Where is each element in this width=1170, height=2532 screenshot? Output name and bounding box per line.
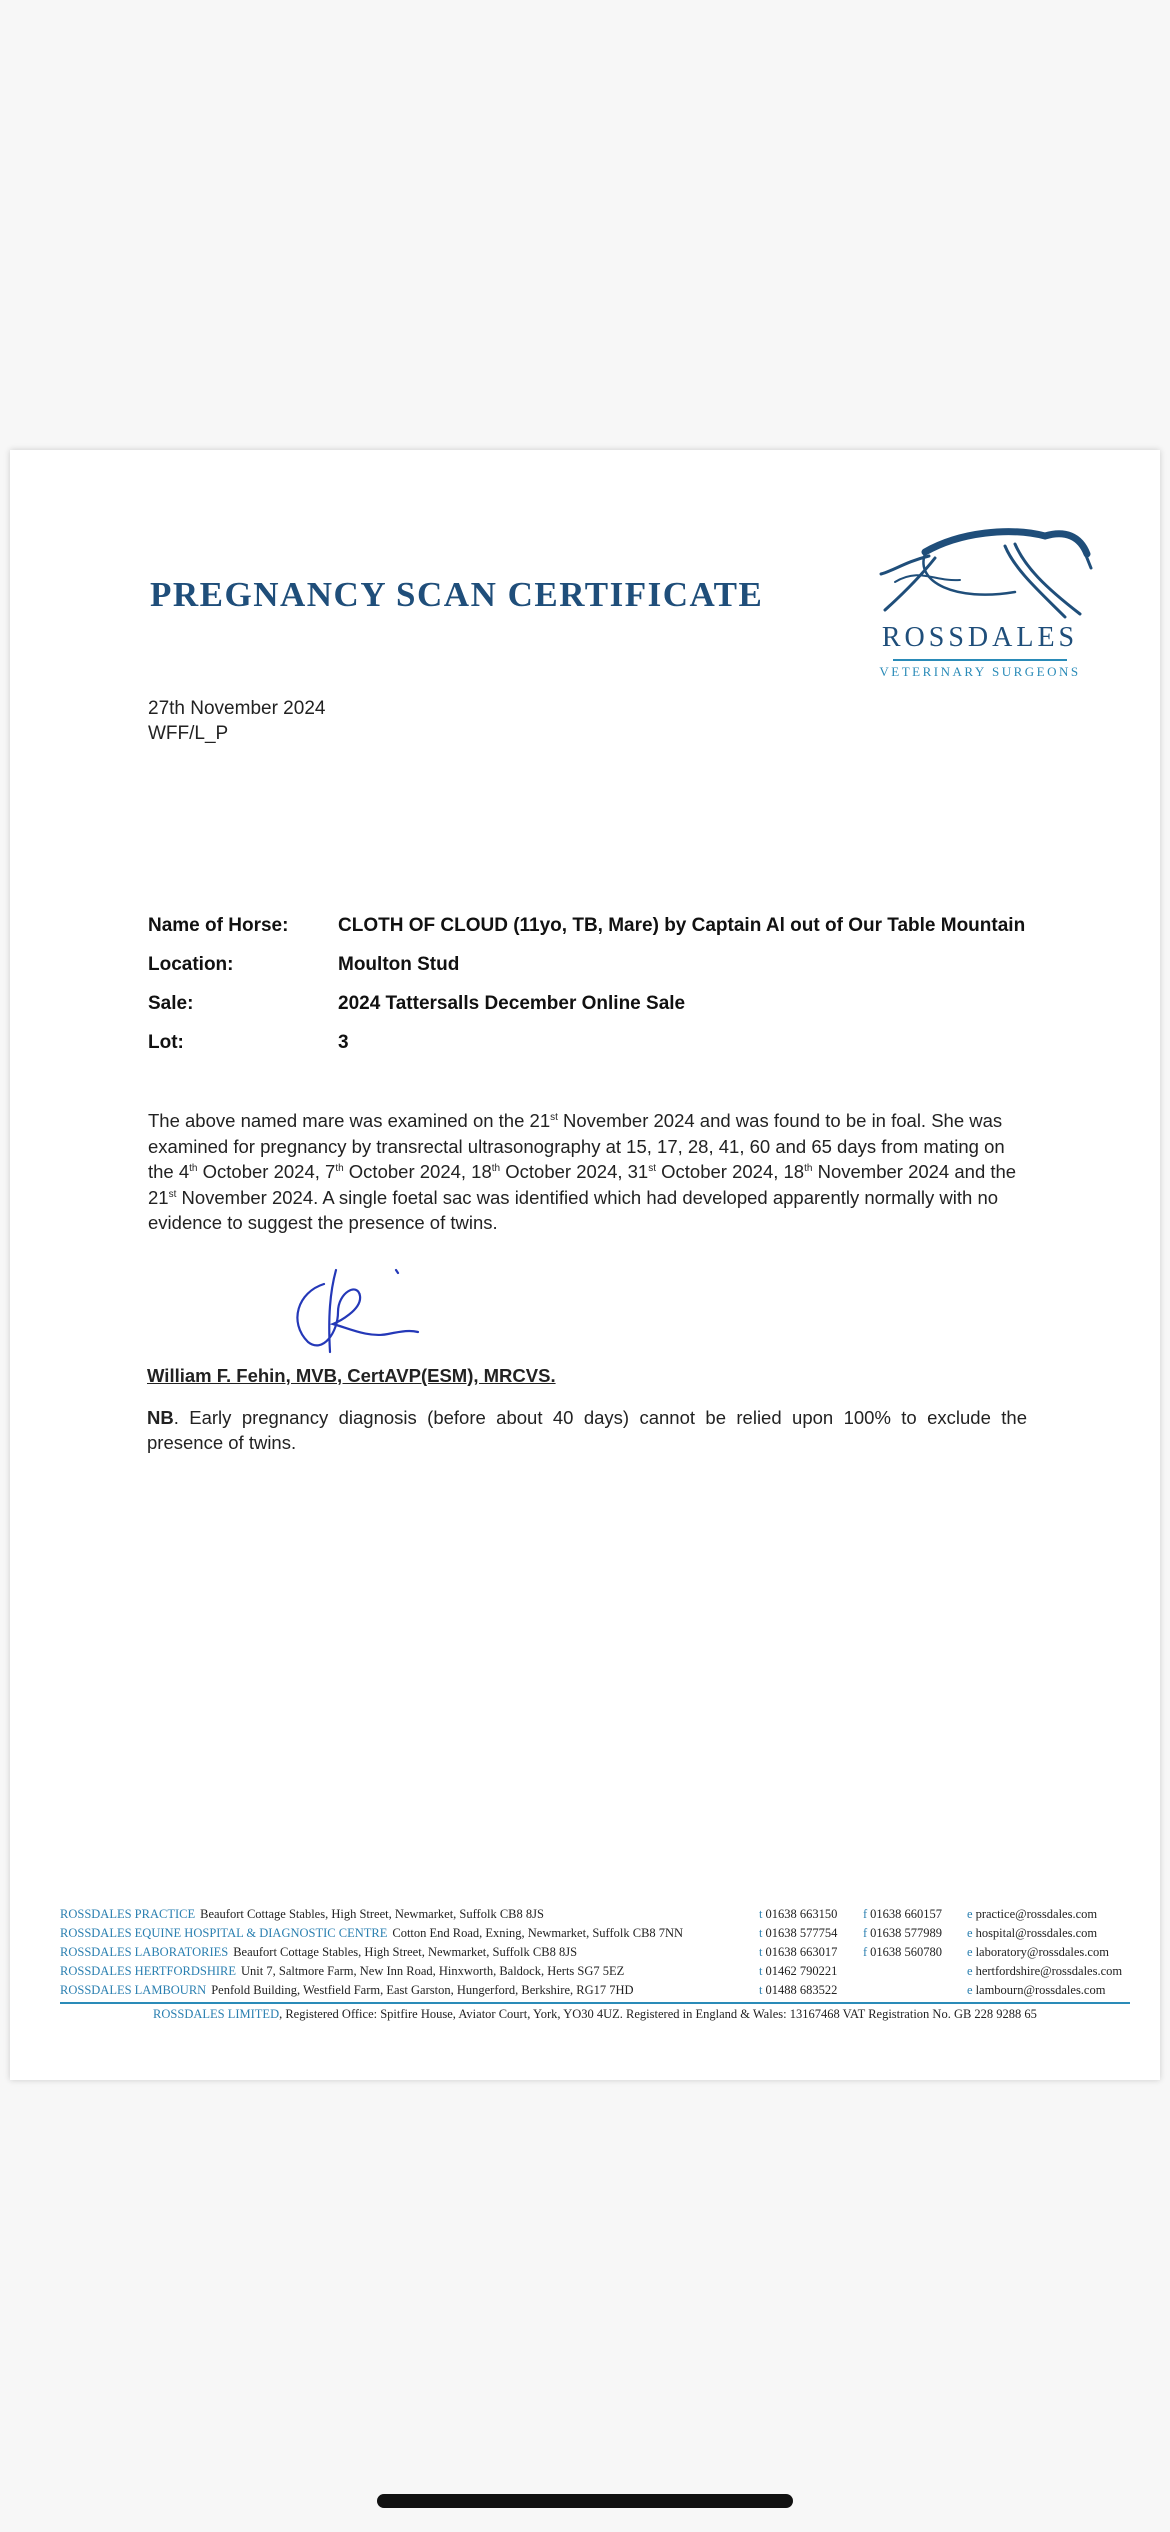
- rossdales-logo: [865, 522, 1095, 679]
- footer-office-row: [60, 1924, 1130, 1943]
- examination-report: [148, 1108, 1028, 1236]
- email-prefix: e: [967, 1983, 973, 1997]
- fax-prefix: f: [863, 1945, 868, 1959]
- office-address: Penfold Building, Westfield Farm, East Garston, Hungerford, Berkshire, RG17 7HD: [211, 1983, 634, 1997]
- email-prefix: e: [967, 1964, 973, 1978]
- ordinal-suffix: th: [335, 1163, 344, 1174]
- report-paragraph: [148, 1108, 1028, 1236]
- email-prefix: e: [967, 1926, 973, 1940]
- registered-office: [60, 2004, 1130, 2022]
- ordinal-suffix: th: [491, 1163, 501, 1174]
- phone-prefix: t: [759, 1983, 763, 1997]
- report-text: October 2024, 18: [343, 1161, 492, 1182]
- detail-value: 3: [338, 1032, 349, 1053]
- office-email: lambourn@rossdales.com: [975, 1983, 1106, 1997]
- footer-office-row: [60, 1943, 1130, 1962]
- office-fax: 01638 577989: [870, 1926, 943, 1940]
- office-address: Beaufort Cottage Stables, High Street, Newmarket, Suffolk CB8 8JS: [200, 1907, 544, 1921]
- report-text: The above named mare was examined on the 21: [148, 1110, 551, 1131]
- nb-note: [147, 1405, 1027, 1455]
- office-address: Cotton End Road, Exning, Newmarket, Suffolk CB8 7NN: [392, 1926, 684, 1940]
- office-email: laboratory@rossdales.com: [975, 1945, 1109, 1959]
- report-text: November 2024 and the 21: [148, 1161, 1017, 1208]
- detail-row-lot: [148, 1032, 1025, 1071]
- detail-row-location: [148, 954, 1025, 993]
- ordinal-suffix: th: [189, 1163, 198, 1174]
- detail-row-horse: [148, 915, 1025, 954]
- ordinal-suffix: st: [550, 1112, 558, 1123]
- horse-details: [148, 915, 1025, 1071]
- certificate-meta: [148, 696, 325, 746]
- office-phone: 01638 577754: [765, 1926, 838, 1940]
- phone-prefix: t: [759, 1907, 763, 1921]
- office-phone: 01638 663150: [765, 1907, 838, 1921]
- phone-prefix: t: [759, 1964, 763, 1978]
- footer: [60, 1905, 1130, 2022]
- fax-prefix: f: [863, 1926, 868, 1940]
- home-indicator[interactable]: [377, 2494, 793, 2508]
- office-email: practice@rossdales.com: [975, 1907, 1098, 1921]
- logo-wordmark: ROSSDALES: [881, 622, 1079, 653]
- office-email: hospital@rossdales.com: [975, 1926, 1098, 1940]
- email-prefix: e: [967, 1907, 973, 1921]
- signer-name: William F. Fehin, MVB, CertAVP(ESM), MRCVS.: [147, 1365, 556, 1386]
- detail-label: Name of Horse:: [148, 915, 289, 936]
- report-text: October 2024, 7: [197, 1161, 336, 1182]
- certificate-date: 27th November 2024: [148, 698, 326, 719]
- office-name: ROSSDALES PRACTICE: [60, 1907, 196, 1921]
- handwritten-signature: [278, 1262, 428, 1362]
- ordinal-suffix: th: [804, 1163, 813, 1174]
- detail-label: Lot:: [148, 1032, 184, 1053]
- footer-office-row: [60, 1981, 1130, 2000]
- detail-label: Location:: [148, 954, 234, 975]
- ordinal-suffix: st: [648, 1163, 656, 1174]
- certificate-reference: WFF/L_P: [148, 723, 229, 744]
- office-phone: 01638 663017: [765, 1945, 838, 1959]
- office-name: ROSSDALES LABORATORIES: [60, 1945, 229, 1959]
- fax-prefix: f: [863, 1907, 868, 1921]
- report-text: November 2024. A single foetal sac was identified which had developed apparently normally with no evidence to suggest the presence of twins.: [148, 1186, 999, 1233]
- phone-prefix: t: [759, 1945, 763, 1959]
- phone-prefix: t: [759, 1926, 763, 1940]
- certificate-title: PREGNANCY SCAN CERTIFICATE: [150, 575, 764, 614]
- detail-value: Moulton Stud: [338, 954, 460, 975]
- office-name: ROSSDALES LAMBOURN: [60, 1983, 207, 1997]
- report-text: November 2024 and was found to be in foal. She was examined for pregnancy by transrectal ultrasonography at 15, 17, 28, 41, 60 and 65 days from mating on the 4: [148, 1110, 1005, 1182]
- email-prefix: e: [967, 1945, 973, 1959]
- report-text: October 2024, 31: [500, 1161, 649, 1182]
- office-name: ROSSDALES HERTFORDSHIRE: [60, 1964, 237, 1978]
- office-phone: 01462 790221: [765, 1964, 838, 1978]
- office-email: hertfordshire@rossdales.com: [975, 1964, 1123, 1978]
- office-address: Beaufort Cottage Stables, High Street, Newmarket, Suffolk CB8 8JS: [233, 1945, 578, 1959]
- detail-value: 2024 Tattersalls December Online Sale: [338, 993, 686, 1014]
- company-name: ROSSDALES LIMITED: [153, 2007, 280, 2021]
- office-phone: 01488 683522: [765, 1983, 838, 1997]
- office-address: Unit 7, Saltmore Farm, New Inn Road, Hinxworth, Baldock, Herts SG7 5EZ: [241, 1964, 625, 1978]
- ordinal-suffix: st: [168, 1188, 177, 1200]
- footer-office-row: [60, 1962, 1130, 1981]
- nb-text: . Early pregnancy diagnosis (before about 40 days) cannot be relied upon 100% to exclude the presence of twins.: [147, 1407, 1027, 1453]
- registered-office-text: , Registered Office: Spitfire House, Aviator Court, York, YO30 4UZ. Registered in England & Wales: 13167468 VAT Registration No. GB 228 9288 65: [279, 2007, 1037, 2021]
- logo-divider: [893, 659, 1067, 661]
- office-name: ROSSDALES EQUINE HOSPITAL & DIAGNOSTIC CENTRE: [60, 1926, 388, 1940]
- detail-label: Sale:: [148, 993, 194, 1014]
- certificate-page: [10, 450, 1160, 2080]
- office-fax: 01638 660157: [870, 1907, 943, 1921]
- logo-tagline: VETERINARY SURGEONS: [879, 664, 1081, 679]
- report-text: October 2024, 18: [656, 1161, 805, 1182]
- office-fax: 01638 560780: [870, 1945, 943, 1959]
- footer-office-row: [60, 1905, 1130, 1924]
- detail-row-sale: [148, 993, 1025, 1032]
- galloping-horse-icon: [865, 522, 1095, 622]
- detail-value: CLOTH OF CLOUD (11yo, TB, Mare) by Captain Al out of Our Table Mountain: [338, 915, 1026, 936]
- nb-label: NB: [147, 1407, 174, 1428]
